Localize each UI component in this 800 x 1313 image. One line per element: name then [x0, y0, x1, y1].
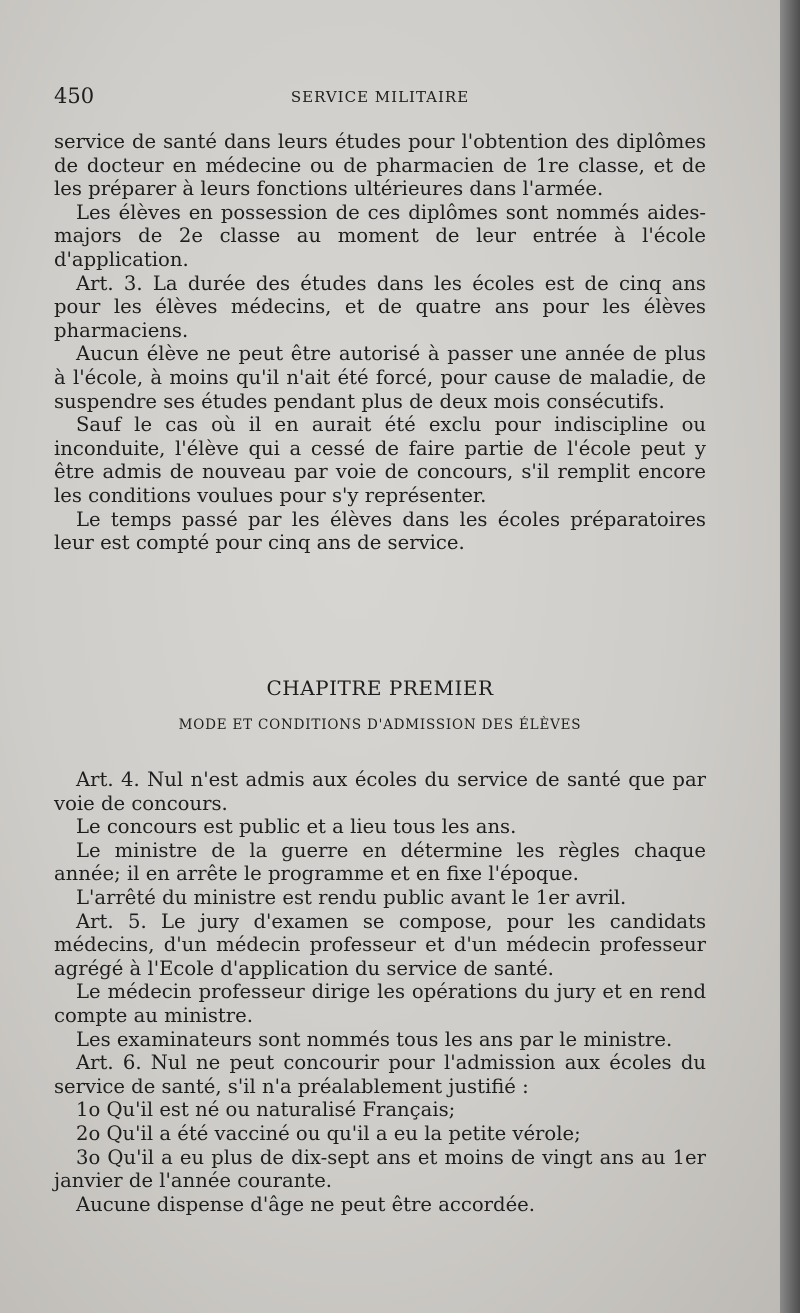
section-body-1 — [54, 130, 706, 555]
paragraph: Art. 3. La durée des études dans les écoles est de cinq ans pour les élèves médecins, et de quatre ans pour les élèves pharmaciens. — [54, 271, 706, 342]
chapter-title: CHAPITRE PREMIER — [266, 676, 494, 700]
paragraph: Les élèves en possession de ces diplômes sont nommés aides-majors de 2e classe au moment de leur entrée à l'école d'application. — [54, 200, 706, 271]
paragraph: Art. 6. Nul ne peut concourir pour l'admission aux écoles du service de santé, s'il n'a préalablement justifié : — [54, 1051, 706, 1098]
list-item: 3o Qu'il a eu plus de dix-sept ans et moins de vingt ans au 1er janvier de l'année courante. — [54, 1145, 706, 1193]
chapter-subtitle: MODE ET CONDITIONS D'ADMISSION DES ÉLÈVES — [178, 717, 582, 733]
paragraph: Le temps passé par les élèves dans les écoles préparatoires leur est compté pour cinq ans de service. — [54, 507, 706, 555]
paragraph: Le concours est public et a lieu tous les ans. — [76, 815, 517, 839]
running-title: SERVICE MILITAIRE — [290, 88, 470, 106]
paragraph: Les examinateurs sont nommés tous les ans par le ministre. — [76, 1027, 673, 1051]
page-edge — [780, 0, 800, 1313]
paragraph: Sauf le cas où il en aurait été exclu pour indiscipline ou inconduite, l'élève qui a cessé de faire partie de l'école peut y être admis de nouveau par voie de concours, s'il remplit encore les conditions voulues pour s'y représenter. — [54, 413, 706, 507]
paragraph: Le ministre de la guerre en détermine les règles chaque année; il en arrête le programme et en fixe l'époque. — [54, 838, 706, 886]
paragraph: Art. 5. Le jury d'examen se compose, pour les candidats médecins, d'un médecin professeur et d'un médecin professeur agrégé à l'Ecole d'application du service de santé. — [54, 909, 706, 980]
list-item: 1o Qu'il est né ou naturalisé Français; — [76, 1098, 456, 1122]
paragraph: Art. 4. Nul n'est admis aux écoles du service de santé que par voie de concours. — [54, 768, 706, 815]
running-head — [54, 84, 706, 114]
section-body-2 — [54, 768, 706, 1216]
list-item: 2o Qu'il a été vacciné ou qu'il a eu la petite vérole; — [76, 1121, 581, 1145]
paragraph: Le médecin professeur dirige les opérations du jury et en rend compte au ministre. — [54, 980, 706, 1027]
page-number: 450 — [54, 84, 95, 108]
paragraph: Aucun élève ne peut être autorisé à passer une année de plus à l'école, à moins qu'il n'ait été forcé, pour cause de maladie, de suspendre ses études pendant plus de deux mois consécutifs. — [54, 342, 706, 413]
paragraph: Aucune dispense d'âge ne peut être accordée. — [76, 1192, 535, 1216]
paragraph: service de santé dans leurs études pour l'obtention des diplômes de docteur en médecine ou de pharmacien de 1re classe, et de les préparer à leurs fonctions ultérieures dans l'armée. — [54, 130, 706, 201]
paragraph: L'arrêté du ministre est rendu public avant le 1er avril. — [76, 885, 627, 909]
